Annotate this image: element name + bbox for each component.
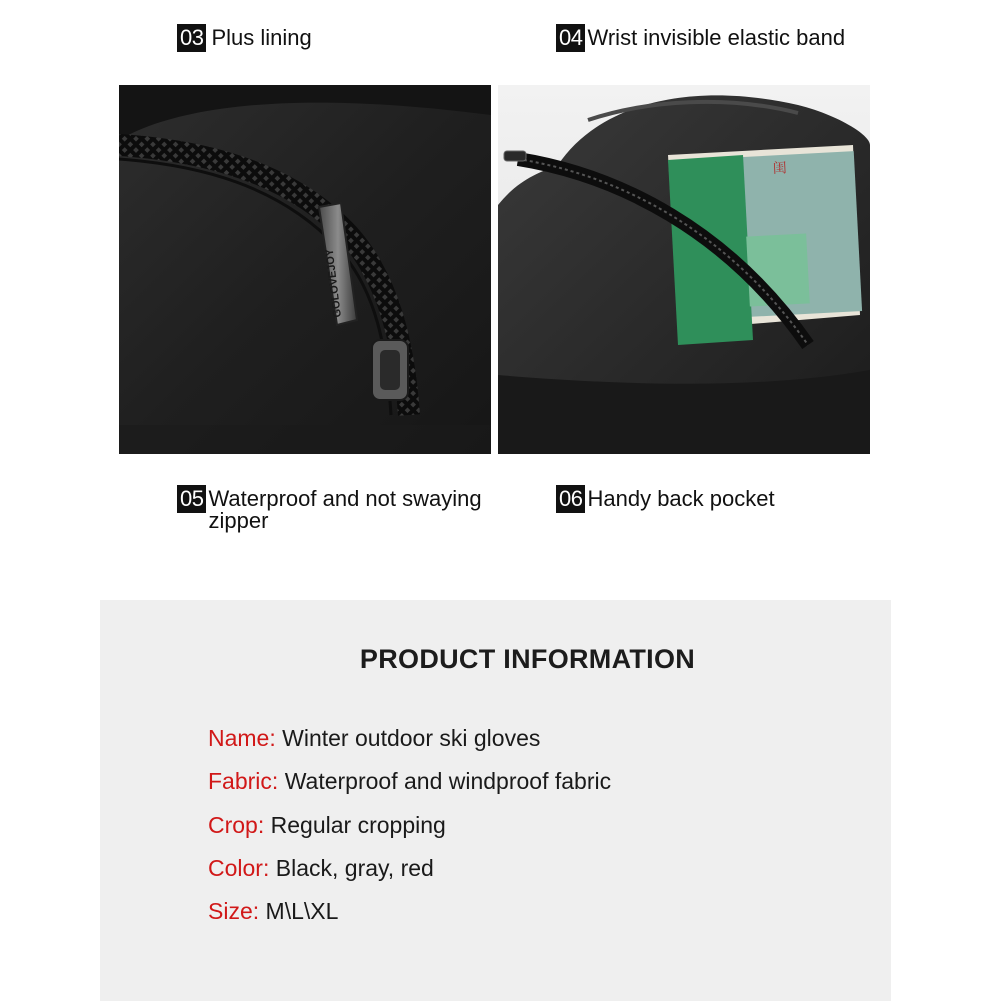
feature-text: Wrist invisible elastic band	[587, 25, 846, 50]
zipper-illustration	[119, 85, 491, 454]
feature-label-04	[556, 24, 845, 52]
feature-number: 04	[556, 24, 585, 52]
info-key: Crop:	[208, 812, 265, 838]
info-key: Name:	[208, 725, 276, 751]
info-row-size	[208, 897, 338, 925]
info-value: Black, gray, red	[275, 855, 434, 881]
info-value: Waterproof and windproof fabric	[284, 768, 612, 794]
svg-text:闺: 闺	[772, 160, 788, 177]
feature-text: Waterproof and not swaying zipper	[208, 486, 482, 533]
zipper-photo	[119, 85, 491, 454]
feature-label-05	[177, 485, 528, 532]
info-value: M\L\XL	[265, 898, 339, 924]
info-key: Size:	[208, 898, 260, 924]
feature-text: Handy back pocket	[587, 486, 775, 511]
svg-text:GOLOVEJOY: GOLOVEJOY	[323, 248, 344, 319]
product-info-title: PRODUCT INFORMATION	[359, 644, 696, 674]
feature-number: 05	[177, 485, 206, 513]
feature-number: 03	[177, 24, 206, 52]
info-key: Color:	[208, 855, 270, 881]
info-value: Regular cropping	[270, 812, 446, 838]
info-row-name	[208, 724, 540, 752]
feature-label-03	[177, 24, 312, 52]
card-in-pocket	[668, 145, 862, 345]
product-info-panel	[100, 600, 891, 1001]
info-key: Fabric:	[208, 768, 279, 794]
feature-number: 06	[556, 485, 585, 513]
info-value: Winter outdoor ski gloves	[282, 725, 541, 751]
pocket-photo	[498, 85, 870, 454]
feature-label-06	[556, 485, 775, 513]
feature-text: Plus lining	[211, 25, 312, 50]
info-row-fabric	[208, 767, 611, 795]
info-row-crop	[208, 811, 446, 839]
info-row-color	[208, 854, 434, 882]
pocket-illustration	[498, 85, 870, 454]
